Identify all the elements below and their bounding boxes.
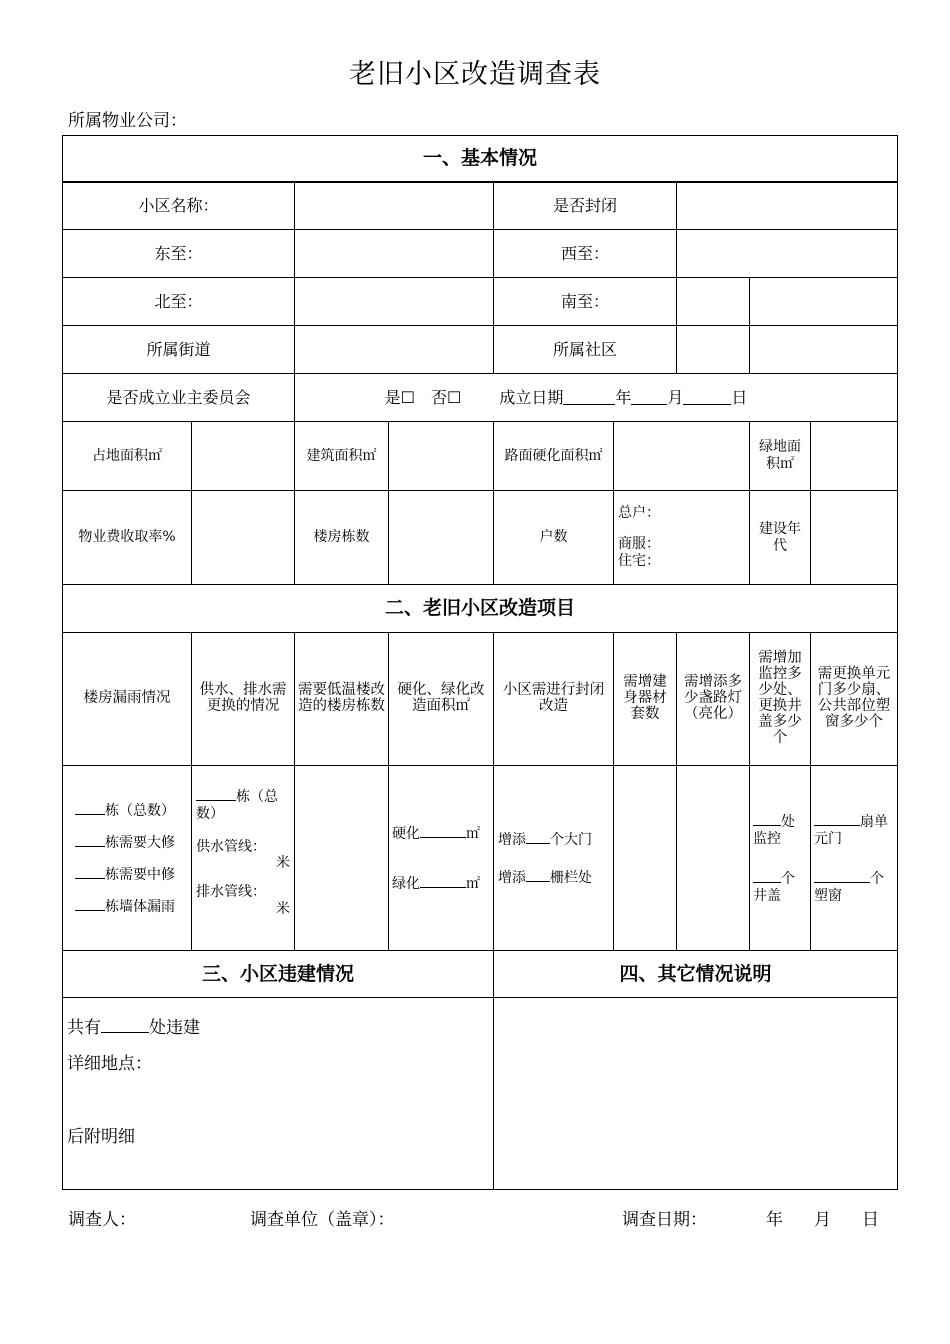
header-closure: 小区需进行封闭改造: [493, 632, 614, 766]
violation-attached: 后附明细: [67, 1126, 135, 1147]
street-value[interactable]: [294, 325, 494, 374]
leak-value[interactable]: [62, 765, 192, 951]
water-drain-label: 排水管线：: [196, 884, 266, 901]
header-leak: 楼房漏雨情况: [62, 632, 192, 766]
committee-day: 日: [731, 387, 748, 407]
company-label: 所属物业公司：: [68, 111, 187, 131]
hard-green-value[interactable]: [388, 765, 494, 951]
section4-title: 四、其它情况说明: [493, 950, 898, 998]
committee-month-blank[interactable]: [631, 390, 667, 405]
committee-day-blank[interactable]: [683, 390, 731, 405]
land-area-label: 占地面积㎡: [62, 421, 192, 491]
closure-value[interactable]: [493, 765, 614, 951]
water-supply-label: 供水管线：: [196, 838, 266, 855]
east-value[interactable]: [294, 229, 494, 278]
leak-medium: 栋需要中修: [75, 864, 175, 884]
section3-title: 三、小区违建情况: [62, 950, 494, 998]
cover-count: 个井盖: [753, 868, 807, 905]
lights-value[interactable]: [676, 765, 750, 951]
footer-unit: 调查单位（盖章）：: [250, 1210, 395, 1230]
building-area-value[interactable]: [388, 421, 494, 491]
built-era-label: 建设年代: [749, 490, 811, 585]
header-water: 供水、排水需更换的情况: [191, 632, 295, 766]
leak-wall: 栋墙体漏雨: [75, 896, 175, 916]
footer-day: 日: [862, 1210, 879, 1230]
building-count-label: 楼房栋数: [294, 490, 389, 585]
section1-title: 一、基本情况: [62, 135, 898, 182]
committee-no[interactable]: 否☐: [430, 387, 462, 407]
closure-fence: 增添 栅栏处: [498, 867, 592, 887]
violation-address-label: 详细地点：: [67, 1054, 152, 1075]
green-area-value[interactable]: [810, 421, 898, 491]
fee-rate-label: 物业费收取率%: [62, 490, 192, 585]
monitor-count: 处监控: [753, 811, 807, 848]
community-extra[interactable]: [749, 325, 898, 374]
violation-value[interactable]: [62, 997, 494, 1190]
water-total: 栋（总数）: [196, 786, 290, 823]
committee-label: 是否成立业主委员会: [62, 373, 295, 422]
closed-value[interactable]: [676, 182, 898, 230]
header-monitor: 需增加监控多少处、更换井盖多少个: [749, 632, 811, 766]
water-drain-unit: 米: [276, 900, 290, 917]
water-value[interactable]: [191, 765, 295, 951]
other-notes-value[interactable]: [493, 997, 898, 1190]
footer-date-label: 调查日期：: [622, 1210, 707, 1230]
header-lights: 需增添多少盏路灯（亮化）: [676, 632, 750, 766]
heating-value[interactable]: [294, 765, 389, 951]
committee-date-label: 成立日期: [499, 387, 564, 407]
households-total: 总户：: [618, 505, 660, 521]
road-area-label: 路面硬化面积㎡: [493, 421, 614, 491]
north-label: 北至：: [62, 277, 295, 326]
section2-title: 二、老旧小区改造项目: [62, 584, 898, 633]
green-area-label: 绿地面积㎡: [749, 421, 811, 491]
name-label: 小区名称：: [62, 182, 295, 230]
south-extra[interactable]: [749, 277, 898, 326]
building-count-value[interactable]: [388, 490, 494, 585]
households-residential: 住宅：: [618, 552, 660, 569]
footer-month: 月: [814, 1210, 831, 1230]
street-label: 所属街道: [62, 325, 295, 374]
committee-year-blank[interactable]: [563, 390, 615, 405]
building-area-label: 建筑面积㎡: [294, 421, 389, 491]
households-label: 户数: [493, 490, 614, 585]
committee-yes[interactable]: 是☐: [384, 387, 415, 407]
committee-year: 年: [615, 387, 632, 407]
name-value[interactable]: [294, 182, 494, 230]
west-label: 西至：: [493, 229, 677, 278]
header-doors: 需更换单元门多少扇、公共部位塑窗多少个: [810, 632, 898, 766]
fee-rate-value[interactable]: [191, 490, 295, 585]
land-area-value[interactable]: [191, 421, 295, 491]
monitor-value[interactable]: [749, 765, 811, 951]
doors-value[interactable]: [810, 765, 898, 951]
households-value[interactable]: [613, 490, 750, 585]
closure-gate: 增添 个大门: [498, 829, 592, 849]
leak-total: 栋（总数）: [75, 800, 175, 820]
east-label: 东至：: [62, 229, 295, 278]
header-fitness: 需增建身器材套数: [613, 632, 677, 766]
window-count: 个塑窗: [814, 868, 894, 905]
page-title: 老旧小区改造调查表: [349, 59, 601, 90]
leak-major: 栋需要大修: [75, 832, 175, 852]
committee-month: 月: [667, 387, 684, 407]
footer-surveyor: 调查人：: [68, 1210, 136, 1230]
door-count: 扇单元门: [814, 811, 894, 848]
south-label: 南至：: [493, 277, 677, 326]
road-area-value[interactable]: [613, 421, 750, 491]
hard-row: 硬化 ㎡: [392, 823, 480, 843]
closed-label: 是否封闭: [493, 182, 677, 230]
water-supply-unit: 米: [276, 855, 290, 872]
violation-count: 共有 处违建: [67, 1018, 200, 1038]
header-heating: 需要低温楼改造的楼房栋数: [294, 632, 389, 766]
households-commercial: 商服：: [618, 535, 660, 552]
footer-year: 年: [766, 1210, 783, 1230]
south-value[interactable]: [676, 277, 750, 326]
built-era-value[interactable]: [810, 490, 898, 585]
fitness-value[interactable]: [613, 765, 677, 951]
community-value[interactable]: [676, 325, 750, 374]
north-value[interactable]: [294, 277, 494, 326]
west-value[interactable]: [676, 229, 898, 278]
green-row: 绿化 ㎡: [392, 873, 480, 893]
header-hard-green: 硬化、绿化改造面积㎡: [388, 632, 494, 766]
community-label: 所属社区: [493, 325, 677, 374]
committee-value: [294, 373, 898, 422]
